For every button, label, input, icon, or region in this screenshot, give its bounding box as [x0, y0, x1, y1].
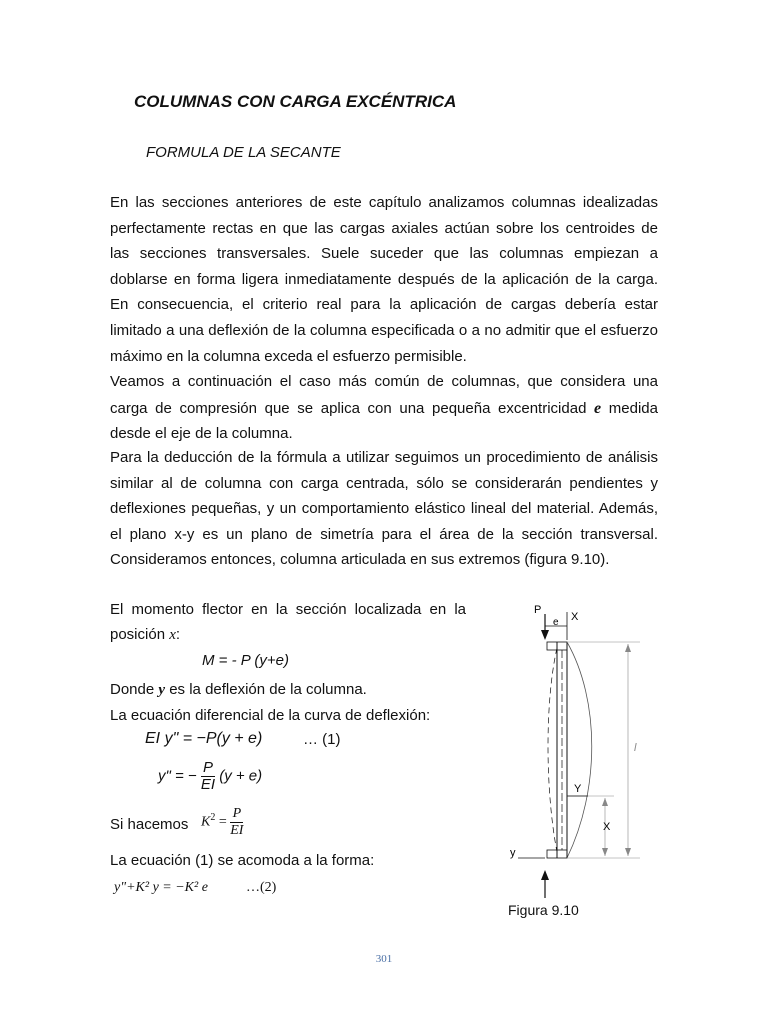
fraction-denominator: EI [230, 823, 244, 838]
dimension-arrowhead [625, 644, 631, 652]
equation-1-number: … (1) [303, 731, 341, 748]
fraction-p-over-ei [201, 760, 215, 793]
dimension-arrowhead [625, 848, 631, 856]
paragraph-3 [110, 445, 658, 573]
acomoda-text: La ecuación (1) se acomoda a la forma: [110, 852, 375, 869]
eq2-rhs: (y + e) [219, 767, 263, 785]
text-fragment: : [175, 626, 181, 643]
text-line: Para la deducción de la fórmula a utilizar seguimos un procedimiento de análisis [110, 449, 658, 466]
text-fragment: medida [608, 399, 658, 417]
eq2-lhs: y" = − [158, 767, 197, 785]
equation-1: EI y" = −P(y + e) [145, 730, 263, 747]
equation-2-form: y"+K² y = −K² e [114, 880, 208, 895]
equation-2 [158, 760, 262, 793]
paragraph-1 [110, 190, 658, 369]
text-line [110, 622, 466, 648]
text-line: Consideramos entonces, columna articulada en sus extremos (figura 9.10). [110, 551, 610, 569]
section-subtitle: FORMULA DE LA SECANTE [146, 144, 341, 161]
label-P: P [534, 604, 542, 616]
donde-text [110, 677, 466, 728]
deflected-shape-dashed [548, 648, 557, 852]
text-line: desde el eje de la columna. [110, 425, 293, 443]
text-line [110, 677, 466, 703]
text-line: similar al de columna con carga centrada, sólo se considerarán pendientes y [110, 474, 658, 492]
variable-y: y [158, 682, 166, 698]
text-line: La ecuación diferencial de la curva de deflexión: [110, 707, 431, 724]
text-line: doblarse en forma ligera inmediatamente después de la aplicación de la carga. [110, 270, 658, 288]
text-line: máximo en la columna exceda el esfuerzo permisible. [110, 347, 467, 365]
section-title: COLUMNAS CON CARGA EXCÉNTRICA [134, 92, 457, 111]
fraction-numerator: P [230, 806, 243, 823]
text-fragment: posición [110, 626, 166, 643]
moment-equation: M = - P (y+e) [202, 652, 289, 669]
label-y: y [510, 847, 516, 859]
top-support [547, 642, 567, 650]
label-Y: Y [574, 783, 582, 795]
text-line [110, 396, 658, 422]
text-line: En las secciones anteriores de este capítulo analizamos columnas idealizadas [110, 194, 658, 211]
text-line: limitado a una deflexión de la columna especificada o a no admitir que el esfuerzo [110, 321, 658, 339]
label-x-side: X [603, 821, 611, 833]
text-fragment: carga de compresión que se aplica con una pequeña excentricidad [110, 399, 587, 417]
label-l: l [634, 742, 637, 754]
load-arrow-top-head [541, 630, 549, 640]
exponent: 2 [210, 812, 216, 824]
text-line: Veamos a continuación el caso más común de columnas, que considera una [110, 373, 658, 390]
equals-sign: = [218, 814, 227, 830]
k-symbol: K [201, 814, 211, 830]
text-line: las secciones transversales. Suele suceder que las columnas empiezan a [110, 245, 658, 263]
deflection-curve [567, 642, 592, 858]
dimension-arrowhead [602, 848, 608, 856]
si-hacemos-text: Si hacemos [110, 816, 189, 833]
text-fragment: es la deflexión de la columna. [169, 681, 367, 698]
text-line: perfectamente rectas en que las cargas axiales actúan sobre los centroides de [110, 219, 658, 237]
fraction-numerator: P [201, 760, 215, 777]
dimension-arrowhead [602, 798, 608, 806]
paragraph-2 [110, 369, 658, 447]
label-x-top: X [571, 611, 579, 623]
text-line: deflexiones pequeñas, y un comportamiento elástico lineal del material. Además, [110, 500, 658, 518]
variable-x: x [169, 627, 176, 643]
fraction-denominator: EI [200, 776, 216, 793]
page-number: 301 [375, 953, 393, 965]
moment-text [110, 597, 466, 648]
text-line: El momento flector en la sección localizada en la [110, 601, 466, 618]
k-squared-definition [201, 806, 243, 839]
fraction-p-over-ei [230, 806, 243, 839]
variable-e: e [594, 399, 602, 417]
label-e: e [553, 617, 559, 628]
equation-2-number: …(2) [246, 880, 277, 895]
text-fragment: Donde [110, 681, 155, 698]
load-arrow-bottom-head [541, 870, 549, 880]
figure-caption: Figura 9.10 [508, 902, 579, 918]
bottom-support [547, 850, 567, 858]
text-line: En consecuencia, el criterio real para la aplicación de cargas debería estar [110, 296, 658, 314]
text-line: el plano x-y es un plano de simetría para el área de la sección transversal. [110, 525, 658, 543]
